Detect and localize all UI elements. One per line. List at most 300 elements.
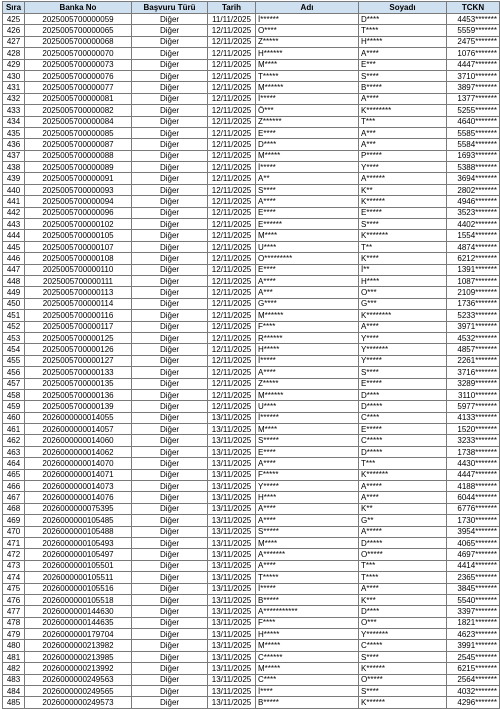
table-row bbox=[3, 549, 500, 560]
cell-sira: 447 bbox=[3, 264, 25, 275]
cell-banka-no: 2025005700000085 bbox=[25, 127, 132, 138]
cell-tckn: 1520******* bbox=[447, 424, 500, 435]
cell-basvuru-turu: Diğer bbox=[132, 492, 208, 503]
cell-tarih: 12/11/2025 bbox=[208, 36, 256, 47]
cell-soyadi: K** bbox=[359, 503, 447, 514]
cell-basvuru-turu: Diğer bbox=[132, 93, 208, 104]
cell-tckn: 5233******* bbox=[447, 310, 500, 321]
cell-basvuru-turu: Diğer bbox=[132, 651, 208, 662]
cell-soyadi: A*** bbox=[359, 127, 447, 138]
cell-tarih: 12/11/2025 bbox=[208, 275, 256, 286]
cell-basvuru-turu: Diğer bbox=[132, 549, 208, 560]
cell-soyadi: T**** bbox=[359, 25, 447, 36]
cell-adi: M***** bbox=[256, 663, 359, 674]
cell-sira: 441 bbox=[3, 196, 25, 207]
cell-sira: 471 bbox=[3, 537, 25, 548]
cell-adi: U**** bbox=[256, 401, 359, 412]
cell-sira: 484 bbox=[3, 686, 25, 697]
cell-soyadi: A***** bbox=[359, 526, 447, 537]
cell-soyadi: K*** bbox=[359, 594, 447, 605]
cell-adi: H***** bbox=[256, 629, 359, 640]
table-row bbox=[3, 70, 500, 81]
cell-banka-no: 2025005700000094 bbox=[25, 196, 132, 207]
cell-adi: A**** bbox=[256, 503, 359, 514]
cell-basvuru-turu: Diğer bbox=[132, 537, 208, 548]
cell-tarih: 12/11/2025 bbox=[208, 344, 256, 355]
cell-soyadi: K******* bbox=[359, 230, 447, 241]
cell-tckn: 4065******* bbox=[447, 537, 500, 548]
cell-basvuru-turu: Diğer bbox=[132, 298, 208, 309]
table-row bbox=[3, 606, 500, 617]
cell-soyadi: T*** bbox=[359, 560, 447, 571]
cell-sira: 460 bbox=[3, 412, 25, 423]
cell-adi: H**** bbox=[256, 492, 359, 503]
cell-adi: D**** bbox=[256, 139, 359, 150]
cell-sira: 440 bbox=[3, 184, 25, 195]
table-row bbox=[3, 686, 500, 697]
cell-basvuru-turu: Diğer bbox=[132, 572, 208, 583]
table-row bbox=[3, 332, 500, 343]
cell-tarih: 13/11/2025 bbox=[208, 572, 256, 583]
cell-basvuru-turu: Diğer bbox=[132, 139, 208, 150]
cell-adi: A**** bbox=[256, 367, 359, 378]
cell-adi: İ***** bbox=[256, 583, 359, 594]
cell-sira: 434 bbox=[3, 116, 25, 127]
cell-sira: 445 bbox=[3, 241, 25, 252]
cell-basvuru-turu: Diğer bbox=[132, 435, 208, 446]
cell-sira: 465 bbox=[3, 469, 25, 480]
cell-adi: İ****** bbox=[256, 412, 359, 423]
cell-soyadi: E***** bbox=[359, 207, 447, 218]
cell-soyadi: G*** bbox=[359, 298, 447, 309]
cell-banka-no: 2025005700000135 bbox=[25, 378, 132, 389]
cell-soyadi: O***** bbox=[359, 549, 447, 560]
cell-tarih: 12/11/2025 bbox=[208, 389, 256, 400]
cell-adi: İ***** bbox=[256, 93, 359, 104]
cell-adi: İ***** bbox=[256, 355, 359, 366]
table-row bbox=[3, 640, 500, 651]
cell-banka-no: 2025005700000114 bbox=[25, 298, 132, 309]
cell-soyadi: O***** bbox=[359, 674, 447, 685]
table-row bbox=[3, 139, 500, 150]
cell-soyadi: A**** bbox=[359, 583, 447, 594]
cell-soyadi: K****** bbox=[359, 196, 447, 207]
cell-tarih: 12/11/2025 bbox=[208, 253, 256, 264]
cell-banka-no: 2025005700000093 bbox=[25, 184, 132, 195]
cell-banka-no: 2025005700000116 bbox=[25, 310, 132, 321]
cell-basvuru-turu: Diğer bbox=[132, 389, 208, 400]
cell-tckn: 4640******* bbox=[447, 116, 500, 127]
cell-tarih: 12/11/2025 bbox=[208, 127, 256, 138]
cell-sira: 452 bbox=[3, 321, 25, 332]
cell-tarih: 12/11/2025 bbox=[208, 173, 256, 184]
cell-tarih: 13/11/2025 bbox=[208, 503, 256, 514]
cell-tckn: 5977******* bbox=[447, 401, 500, 412]
cell-adi: A**** bbox=[256, 275, 359, 286]
table-row bbox=[3, 93, 500, 104]
table-row bbox=[3, 572, 500, 583]
cell-adi: S**** bbox=[256, 184, 359, 195]
cell-soyadi: K****** bbox=[359, 697, 447, 708]
cell-basvuru-turu: Diğer bbox=[132, 253, 208, 264]
cell-basvuru-turu: Diğer bbox=[132, 162, 208, 173]
cell-tckn: 3845******* bbox=[447, 583, 500, 594]
cell-sira: 450 bbox=[3, 298, 25, 309]
cell-tckn: 4188******* bbox=[447, 481, 500, 492]
cell-basvuru-turu: Diğer bbox=[132, 230, 208, 241]
cell-basvuru-turu: Diğer bbox=[132, 640, 208, 651]
cell-adi: C**** bbox=[256, 674, 359, 685]
cell-banka-no: 2025005700000139 bbox=[25, 401, 132, 412]
cell-tckn: 5559******* bbox=[447, 25, 500, 36]
cell-adi: A*********** bbox=[256, 606, 359, 617]
cell-tckn: 5585******* bbox=[447, 127, 500, 138]
cell-adi: İ****** bbox=[256, 14, 359, 25]
cell-soyadi: O*** bbox=[359, 287, 447, 298]
cell-banka-no: 2026000000144630 bbox=[25, 606, 132, 617]
cell-banka-no: 2025005700000125 bbox=[25, 332, 132, 343]
cell-banka-no: 2026000000105497 bbox=[25, 549, 132, 560]
cell-tckn: 3971******* bbox=[447, 321, 500, 332]
cell-tarih: 12/11/2025 bbox=[208, 139, 256, 150]
table-row bbox=[3, 651, 500, 662]
cell-basvuru-turu: Diğer bbox=[132, 367, 208, 378]
cell-sira: 461 bbox=[3, 424, 25, 435]
header-banka-no: Banka No bbox=[25, 2, 132, 14]
cell-sira: 481 bbox=[3, 651, 25, 662]
cell-basvuru-turu: Diğer bbox=[132, 207, 208, 218]
cell-soyadi: O*** bbox=[359, 617, 447, 628]
cell-adi: A**** bbox=[256, 515, 359, 526]
table-row bbox=[3, 344, 500, 355]
cell-soyadi: A**** bbox=[359, 321, 447, 332]
cell-soyadi: K******* bbox=[359, 469, 447, 480]
cell-banka-no: 2026000000014073 bbox=[25, 481, 132, 492]
table-row bbox=[3, 150, 500, 161]
cell-adi: E**** bbox=[256, 207, 359, 218]
cell-tarih: 12/11/2025 bbox=[208, 219, 256, 230]
cell-soyadi: E***** bbox=[359, 378, 447, 389]
cell-sira: 458 bbox=[3, 389, 25, 400]
header-adi: Adı bbox=[256, 2, 359, 14]
cell-adi: R****** bbox=[256, 332, 359, 343]
table-row bbox=[3, 367, 500, 378]
cell-sira: 467 bbox=[3, 492, 25, 503]
cell-adi: Ö*** bbox=[256, 105, 359, 116]
cell-soyadi: B***** bbox=[359, 82, 447, 93]
table-row bbox=[3, 594, 500, 605]
table-row bbox=[3, 36, 500, 47]
cell-basvuru-turu: Diğer bbox=[132, 344, 208, 355]
cell-tckn: 3716******* bbox=[447, 367, 500, 378]
cell-banka-no: 2026000000105501 bbox=[25, 560, 132, 571]
cell-tckn: 4032******* bbox=[447, 686, 500, 697]
cell-basvuru-turu: Diğer bbox=[132, 686, 208, 697]
cell-tckn: 4532******* bbox=[447, 332, 500, 343]
cell-basvuru-turu: Diğer bbox=[132, 310, 208, 321]
cell-tckn: 5540******* bbox=[447, 594, 500, 605]
cell-basvuru-turu: Diğer bbox=[132, 583, 208, 594]
cell-adi: G**** bbox=[256, 298, 359, 309]
cell-soyadi: T*** bbox=[359, 458, 447, 469]
cell-sira: 455 bbox=[3, 355, 25, 366]
cell-tckn: 4453******* bbox=[447, 14, 500, 25]
cell-banka-no: 2026000000179704 bbox=[25, 629, 132, 640]
cell-tarih: 12/11/2025 bbox=[208, 116, 256, 127]
cell-adi: M**** bbox=[256, 230, 359, 241]
cell-sira: 425 bbox=[3, 14, 25, 25]
cell-tarih: 12/11/2025 bbox=[208, 332, 256, 343]
header-row bbox=[3, 2, 500, 14]
cell-tckn: 1076******* bbox=[447, 48, 500, 59]
cell-banka-no: 2025005700000081 bbox=[25, 93, 132, 104]
table-row bbox=[3, 14, 500, 25]
cell-soyadi: K** bbox=[359, 184, 447, 195]
cell-banka-no: 2026000000014060 bbox=[25, 435, 132, 446]
cell-basvuru-turu: Diğer bbox=[132, 275, 208, 286]
cell-sira: 482 bbox=[3, 663, 25, 674]
table-row bbox=[3, 674, 500, 685]
cell-tarih: 12/11/2025 bbox=[208, 310, 256, 321]
cell-adi: Z***** bbox=[256, 36, 359, 47]
cell-tckn: 4402******* bbox=[447, 219, 500, 230]
cell-soyadi: S**** bbox=[359, 651, 447, 662]
cell-sira: 437 bbox=[3, 150, 25, 161]
cell-sira: 443 bbox=[3, 219, 25, 230]
cell-tarih: 13/11/2025 bbox=[208, 446, 256, 457]
cell-tarih: 13/11/2025 bbox=[208, 640, 256, 651]
cell-tckn: 2475******* bbox=[447, 36, 500, 47]
cell-sira: 454 bbox=[3, 344, 25, 355]
cell-sira: 480 bbox=[3, 640, 25, 651]
cell-adi: M**** bbox=[256, 537, 359, 548]
cell-basvuru-turu: Diğer bbox=[132, 355, 208, 366]
cell-soyadi: D***** bbox=[359, 401, 447, 412]
cell-tckn: 4296******* bbox=[447, 697, 500, 708]
cell-adi: E**** bbox=[256, 127, 359, 138]
cell-tarih: 13/11/2025 bbox=[208, 469, 256, 480]
table-row bbox=[3, 537, 500, 548]
cell-sira: 459 bbox=[3, 401, 25, 412]
cell-sira: 478 bbox=[3, 617, 25, 628]
cell-sira: 470 bbox=[3, 526, 25, 537]
cell-tckn: 4133******* bbox=[447, 412, 500, 423]
cell-banka-no: 2025005700000076 bbox=[25, 70, 132, 81]
cell-tarih: 13/11/2025 bbox=[208, 629, 256, 640]
cell-soyadi: T** bbox=[359, 241, 447, 252]
cell-tckn: 4857******* bbox=[447, 344, 500, 355]
header-soyadi: Soyadı bbox=[359, 2, 447, 14]
cell-sira: 473 bbox=[3, 560, 25, 571]
application-list-document bbox=[2, 1, 499, 709]
cell-basvuru-turu: Diğer bbox=[132, 560, 208, 571]
table-row bbox=[3, 59, 500, 70]
table-body bbox=[3, 14, 500, 709]
cell-tarih: 12/11/2025 bbox=[208, 241, 256, 252]
cell-adi: M**** bbox=[256, 424, 359, 435]
cell-adi: T***** bbox=[256, 70, 359, 81]
table-row bbox=[3, 48, 500, 59]
cell-basvuru-turu: Diğer bbox=[132, 150, 208, 161]
cell-adi: Z****** bbox=[256, 116, 359, 127]
cell-tarih: 12/11/2025 bbox=[208, 264, 256, 275]
cell-sira: 468 bbox=[3, 503, 25, 514]
cell-tarih: 12/11/2025 bbox=[208, 59, 256, 70]
cell-sira: 430 bbox=[3, 70, 25, 81]
cell-adi: A**** bbox=[256, 196, 359, 207]
cell-soyadi: S**** bbox=[359, 219, 447, 230]
cell-adi: A**** bbox=[256, 560, 359, 571]
cell-adi: M***** bbox=[256, 150, 359, 161]
cell-adi: M****** bbox=[256, 310, 359, 321]
table-row bbox=[3, 389, 500, 400]
cell-banka-no: 2026000000105511 bbox=[25, 572, 132, 583]
cell-tarih: 13/11/2025 bbox=[208, 492, 256, 503]
cell-sira: 446 bbox=[3, 253, 25, 264]
cell-tarih: 12/11/2025 bbox=[208, 401, 256, 412]
cell-banka-no: 2025005700000108 bbox=[25, 253, 132, 264]
cell-basvuru-turu: Diğer bbox=[132, 412, 208, 423]
cell-basvuru-turu: Diğer bbox=[132, 36, 208, 47]
cell-tarih: 13/11/2025 bbox=[208, 424, 256, 435]
cell-tckn: 6212******* bbox=[447, 253, 500, 264]
cell-adi: M****** bbox=[256, 82, 359, 93]
cell-banka-no: 2026000000213985 bbox=[25, 651, 132, 662]
cell-tckn: 2802******* bbox=[447, 184, 500, 195]
cell-banka-no: 2026000000014070 bbox=[25, 458, 132, 469]
cell-sira: 463 bbox=[3, 446, 25, 457]
cell-tarih: 12/11/2025 bbox=[208, 48, 256, 59]
cell-tckn: 4946******* bbox=[447, 196, 500, 207]
table-row bbox=[3, 629, 500, 640]
table-row bbox=[3, 162, 500, 173]
cell-sira: 464 bbox=[3, 458, 25, 469]
cell-basvuru-turu: Diğer bbox=[132, 173, 208, 184]
cell-banka-no: 2026000000014076 bbox=[25, 492, 132, 503]
cell-sira: 428 bbox=[3, 48, 25, 59]
cell-tarih: 13/11/2025 bbox=[208, 515, 256, 526]
cell-tarih: 12/11/2025 bbox=[208, 162, 256, 173]
cell-banka-no: 2025005700000077 bbox=[25, 82, 132, 93]
cell-sira: 426 bbox=[3, 25, 25, 36]
cell-tarih: 13/11/2025 bbox=[208, 606, 256, 617]
cell-banka-no: 2025005700000126 bbox=[25, 344, 132, 355]
cell-soyadi: P***** bbox=[359, 150, 447, 161]
cell-banka-no: 2025005700000070 bbox=[25, 48, 132, 59]
cell-banka-no: 2025005700000110 bbox=[25, 264, 132, 275]
cell-basvuru-turu: Diğer bbox=[132, 332, 208, 343]
cell-tckn: 1738******* bbox=[447, 446, 500, 457]
cell-sira: 477 bbox=[3, 606, 25, 617]
cell-adi: O**** bbox=[256, 25, 359, 36]
cell-tarih: 13/11/2025 bbox=[208, 435, 256, 446]
cell-tarih: 12/11/2025 bbox=[208, 287, 256, 298]
cell-tarih: 13/11/2025 bbox=[208, 594, 256, 605]
cell-sira: 483 bbox=[3, 674, 25, 685]
cell-banka-no: 2025005700000088 bbox=[25, 150, 132, 161]
cell-soyadi: A***** bbox=[359, 481, 447, 492]
cell-adi: M**** bbox=[256, 59, 359, 70]
cell-tckn: 1391******* bbox=[447, 264, 500, 275]
cell-basvuru-turu: Diğer bbox=[132, 127, 208, 138]
cell-soyadi: A**** bbox=[359, 492, 447, 503]
cell-banka-no: 2025005700000089 bbox=[25, 162, 132, 173]
cell-tarih: 13/11/2025 bbox=[208, 481, 256, 492]
cell-tckn: 2564******* bbox=[447, 674, 500, 685]
cell-banka-no: 2026000000014071 bbox=[25, 469, 132, 480]
cell-soyadi: A*** bbox=[359, 139, 447, 150]
cell-tarih: 12/11/2025 bbox=[208, 105, 256, 116]
cell-basvuru-turu: Diğer bbox=[132, 674, 208, 685]
cell-soyadi: D***** bbox=[359, 446, 447, 457]
table-row bbox=[3, 697, 500, 708]
cell-banka-no: 2025005700000102 bbox=[25, 219, 132, 230]
cell-basvuru-turu: Diğer bbox=[132, 503, 208, 514]
table-row bbox=[3, 401, 500, 412]
cell-adi: A******* bbox=[256, 549, 359, 560]
cell-sira: 438 bbox=[3, 162, 25, 173]
cell-banka-no: 2026000000105485 bbox=[25, 515, 132, 526]
cell-tckn: 5255******* bbox=[447, 105, 500, 116]
cell-banka-no: 2026000000105518 bbox=[25, 594, 132, 605]
table-row bbox=[3, 355, 500, 366]
cell-soyadi: T**** bbox=[359, 572, 447, 583]
cell-soyadi: E***** bbox=[359, 424, 447, 435]
table-row bbox=[3, 435, 500, 446]
table-row bbox=[3, 583, 500, 594]
cell-soyadi: C***** bbox=[359, 435, 447, 446]
cell-basvuru-turu: Diğer bbox=[132, 663, 208, 674]
cell-adi: O********* bbox=[256, 253, 359, 264]
cell-sira: 429 bbox=[3, 59, 25, 70]
application-table bbox=[2, 1, 500, 709]
cell-tarih: 13/11/2025 bbox=[208, 663, 256, 674]
cell-banka-no: 2026000000213992 bbox=[25, 663, 132, 674]
cell-tarih: 13/11/2025 bbox=[208, 697, 256, 708]
cell-banka-no: 2025005700000059 bbox=[25, 14, 132, 25]
header-sira: Sıra bbox=[3, 2, 25, 14]
cell-soyadi: H**** bbox=[359, 275, 447, 286]
cell-soyadi: Y**** bbox=[359, 332, 447, 343]
cell-tarih: 12/11/2025 bbox=[208, 150, 256, 161]
cell-soyadi: Y***** bbox=[359, 355, 447, 366]
cell-basvuru-turu: Diğer bbox=[132, 59, 208, 70]
cell-adi: T***** bbox=[256, 572, 359, 583]
cell-soyadi: D**** bbox=[359, 14, 447, 25]
cell-sira: 451 bbox=[3, 310, 25, 321]
table-row bbox=[3, 560, 500, 571]
table-row bbox=[3, 196, 500, 207]
cell-tckn: 4430******* bbox=[447, 458, 500, 469]
table-row bbox=[3, 492, 500, 503]
cell-adi: H***** bbox=[256, 344, 359, 355]
cell-sira: 448 bbox=[3, 275, 25, 286]
cell-banka-no: 2025005700000068 bbox=[25, 36, 132, 47]
cell-banka-no: 2025005700000117 bbox=[25, 321, 132, 332]
cell-soyadi: K**** bbox=[359, 253, 447, 264]
cell-basvuru-turu: Diğer bbox=[132, 617, 208, 628]
cell-adi: H****** bbox=[256, 48, 359, 59]
cell-basvuru-turu: Diğer bbox=[132, 481, 208, 492]
cell-tckn: 6776******* bbox=[447, 503, 500, 514]
table-row bbox=[3, 503, 500, 514]
cell-sira: 449 bbox=[3, 287, 25, 298]
cell-sira: 457 bbox=[3, 378, 25, 389]
cell-adi: E**** bbox=[256, 446, 359, 457]
cell-soyadi: A**** bbox=[359, 93, 447, 104]
cell-tckn: 2545******* bbox=[447, 651, 500, 662]
cell-tarih: 12/11/2025 bbox=[208, 378, 256, 389]
